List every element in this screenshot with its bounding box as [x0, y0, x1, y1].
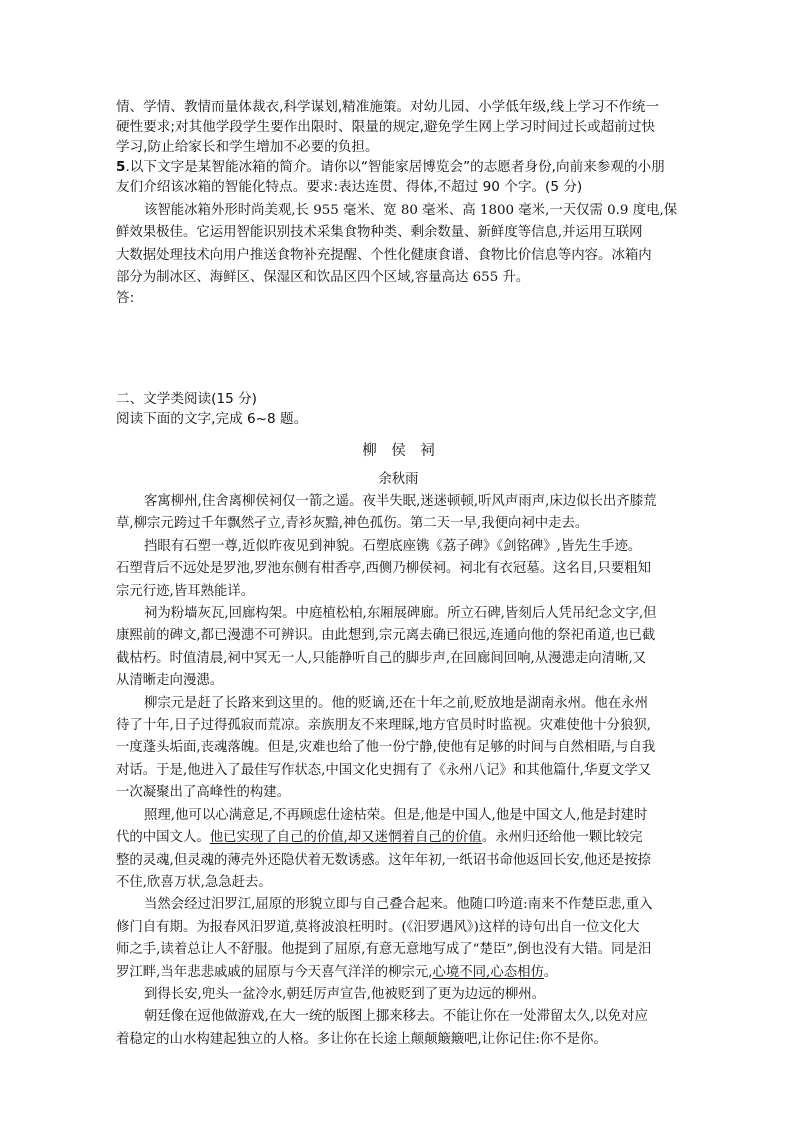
- section-instruction: 阅读下面的文字,完成 6~8 题。: [116, 411, 308, 427]
- text-line: 部分为制冰区、海鲜区、保湿区和饮品区四个区域,容量高达 655 升。: [116, 270, 530, 286]
- text-line: 修门自有期。为报春风汨罗道,莫将波浪枉明时。(《汨罗遇风》)这样的诗句出自一位文化大: [116, 919, 640, 935]
- text-line: 对话。于是,他进入了最佳写作状态,中国文化史拥有了《永州八记》和其他篇什,华夏文学又: [116, 762, 652, 778]
- text-line: 友们介绍该冰箱的智能化特点。要求:表达连贯、得体,不超过 90 个字。(5 分): [116, 179, 583, 195]
- text-line: 到得长安,兜头一盆冷水,朝廷厉声宣告,他被贬到了更为边远的柳州。: [144, 986, 546, 1002]
- question5-material: [116, 200, 681, 290]
- underlined-sentence: 他已实现了自己的价值,却又迷惘着自己的价值: [209, 830, 482, 846]
- text-line: 康熙前的碑文,都已漫漶不可辨识。由此想到,宗元离去确已很远,连通向他的祭祀甬道,也已截: [116, 628, 656, 644]
- paragraph: [116, 805, 681, 895]
- text-line: 一度蓬头垢面,丧魂落魄。但是,灾难也给了他一份宁静,使他有足够的时间与自然相晤,与自我: [116, 740, 656, 756]
- question5-prompt: [116, 157, 681, 197]
- section-heading: 二、文学类阅读(15 分): [116, 391, 257, 407]
- article-body: [116, 491, 681, 1051]
- text-line: 客寓柳州,住舍离柳侯祠仅一箭之遥。夜半失眠,迷迷顿顿,听风声雨声,床边似长出齐膝荒: [144, 494, 657, 509]
- text-line: 学习,防止给家长和学生增加不必要的负担。: [116, 139, 379, 155]
- text-line: 不住,欣喜万状,急急赶去。: [116, 874, 272, 890]
- text-line: 罗江畔,当年悲悲戚戚的屈原与今天喜气洋洋的柳宗元,心境不同,心态相仿。: [116, 964, 558, 980]
- paragraph: [116, 536, 681, 603]
- text-line: 一次凝聚出了高峰性的构建。: [116, 785, 291, 801]
- text-line: 硬性要求;对其他学段学生要作出限时、限量的规定,避免学生网上学习时间过长或超前过快: [116, 119, 656, 135]
- text-line: 挡眼有石塑一尊,近似昨夜见到神貌。石塑底座镌《荔子碑》《剑铭碑》,皆先生手迹。: [144, 538, 642, 554]
- text-line: 该智能冰箱外形时尚美观,长 955 毫米、宽 80 毫米、高 1800 毫米,一天仅需 0.9 度电,保: [144, 203, 678, 218]
- text-line: 祠为粉墙灰瓦,回廊构架。中庭植松柏,东厢展碑廊。所立石碑,皆刻后人凭吊纪念文字,但: [144, 606, 657, 622]
- text-line: 柳宗元是赶了长路来到这里的。他的贬谪,还在十年之前,贬放地是湖南永州。他在永州: [144, 695, 648, 711]
- text-line: 代的中国文人。他已实现了自己的价值,却又迷惘着自己的价值。永州归还给他一颗比较完: [116, 830, 643, 846]
- paragraph: [116, 1006, 681, 1051]
- underlined-phrase: 心境不同,心态相仿: [432, 964, 544, 980]
- question-number: 5: [116, 159, 126, 175]
- paragraph: [116, 603, 681, 693]
- text-line: 整的灵魂,但灵魂的薄壳外还隐伏着无数诱惑。这年年初,一纸诏书命他返回长安,他还是按捺: [116, 852, 652, 868]
- text-line: 照理,他可以心满意足,不再顾虑仕途枯荣。但是,他是中国人,他是中国文人,他是封建时: [144, 807, 648, 823]
- text-line: 大数据处理技术向用户推送食物补充提醒、个性化健康食谱、食物比价信息等内容。冰箱内: [116, 247, 652, 263]
- paragraph: [116, 894, 681, 984]
- text-line: 当然会经过汨罗江,屈原的形貌立即与自己叠合起来。他随口吟道:南来不作楚臣悲,重入: [144, 897, 653, 913]
- text-line: 从清晰走向漫漶。: [116, 673, 224, 689]
- text-line: 师之手,读着总让人不舒服。他提到了屈原,有意无意地写成了“楚臣”,倒也没有大错。同是汨: [116, 942, 652, 958]
- paragraph: [116, 693, 681, 805]
- section-2: [116, 389, 681, 429]
- answer-area: [116, 288, 681, 380]
- text-line: 截枯朽。时值清晨,祠中冥无一人,只能静听自己的脚步声,在回廊间回响,从漫漶走向清晰,又: [116, 650, 647, 666]
- article-author: 余秋雨: [378, 472, 419, 487]
- question4-tail: [116, 97, 681, 157]
- article-title: 柳 侯 祠: [362, 443, 435, 459]
- text-line: 待了十年,日子过得孤寂而荒凉。亲族朋友不来理睬,地方官员时时监视。灾难使他十分狼狈,: [116, 718, 652, 734]
- answer-blank: [116, 308, 681, 380]
- text-line: 宗元行迹,皆耳熟能详。: [116, 583, 255, 599]
- text-line: 5.以下文字是某智能冰箱的简介。请你以“智能家居博览会”的志愿者身份,向前来参观的小朋: [116, 159, 665, 175]
- paragraph: [116, 984, 681, 1006]
- text-line: 朝廷像在逗他做游戏,在大一统的版图上挪来移去。不能让你在一处滞留太久,以免对应: [144, 1009, 648, 1025]
- text-line: 石塑背后不远处是罗池,罗池东侧有柑香亭,西侧乃柳侯祠。祠北有衣冠墓。这名目,只要粗知: [116, 561, 652, 577]
- text-line: 鲜效果极佳。它运用智能识别技术采集食物种类、剩余数量、新鲜度等信息,并运用互联网: [116, 225, 643, 241]
- text-line: 草,柳宗元跨过千年飘然孑立,青衫灰黯,神色孤伤。第二天一早,我便向祠中走去。: [116, 516, 589, 532]
- text-line: 着稳定的山水构建起独立的人格。多让你在长途上颠颠簸簸吧,让你记住:你不是你。: [116, 1031, 607, 1047]
- answer-label: 答:: [116, 290, 135, 306]
- paragraph: [116, 491, 681, 536]
- text-line: 情、学情、教情而量体裁衣,科学谋划,精准施策。对幼儿园、小学低年级,线上学习不作统一: [116, 99, 660, 115]
